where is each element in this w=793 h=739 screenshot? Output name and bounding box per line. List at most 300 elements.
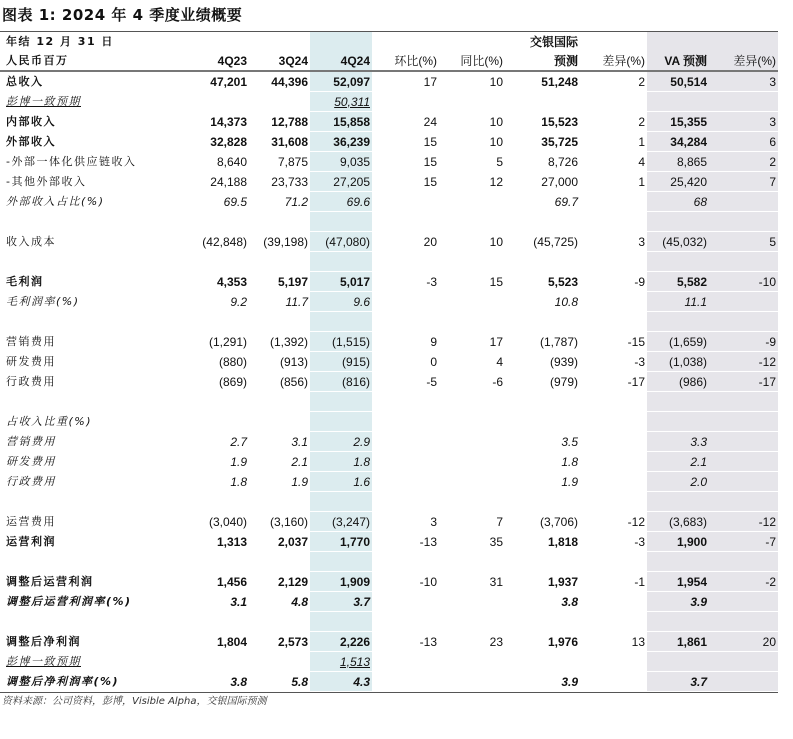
table-cell: 31,608 bbox=[249, 132, 310, 152]
table-cell bbox=[709, 452, 778, 472]
table-cell: 68 bbox=[647, 192, 709, 212]
table-cell bbox=[580, 432, 647, 452]
table-cell bbox=[439, 552, 505, 572]
table-cell: 15,523 bbox=[505, 112, 580, 132]
table-cell: 2.9 bbox=[310, 432, 372, 452]
table-cell bbox=[190, 252, 249, 272]
table-cell bbox=[647, 552, 709, 572]
table-cell bbox=[439, 252, 505, 272]
table-cell bbox=[709, 672, 778, 692]
table-cell: 17 bbox=[372, 71, 439, 92]
table-cell bbox=[439, 92, 505, 112]
table-cell bbox=[709, 192, 778, 212]
row-label: 毛利润率(%) bbox=[0, 292, 190, 312]
table-cell: 2 bbox=[709, 152, 778, 172]
table-cell: 3.1 bbox=[249, 432, 310, 452]
table-cell: 1,937 bbox=[505, 572, 580, 592]
table-cell bbox=[372, 652, 439, 672]
row-label bbox=[0, 492, 190, 512]
table-cell: 1,976 bbox=[505, 632, 580, 652]
table-cell: (45,725) bbox=[505, 232, 580, 252]
table-cell bbox=[249, 252, 310, 272]
table-row bbox=[0, 432, 778, 452]
row-label: 营销费用 bbox=[0, 432, 190, 452]
table-cell: 44,396 bbox=[249, 71, 310, 92]
row-label: -其他外部收入 bbox=[0, 172, 190, 192]
table-cell bbox=[647, 312, 709, 332]
table-cell: 13 bbox=[580, 632, 647, 652]
table-cell bbox=[372, 412, 439, 432]
table-cell bbox=[505, 412, 580, 432]
row-label: 研发费用 bbox=[0, 452, 190, 472]
table-cell: 8,726 bbox=[505, 152, 580, 172]
table-cell: 1.8 bbox=[310, 452, 372, 472]
table-cell bbox=[580, 652, 647, 672]
table-cell: (42,848) bbox=[190, 232, 249, 252]
table-cell bbox=[580, 472, 647, 492]
table-cell bbox=[372, 592, 439, 612]
table-cell: -10 bbox=[709, 272, 778, 292]
table-cell: 8,640 bbox=[190, 152, 249, 172]
table-cell bbox=[190, 412, 249, 432]
table-cell: 3.8 bbox=[190, 672, 249, 692]
table-cell: 1.9 bbox=[190, 452, 249, 472]
table-cell: 8,865 bbox=[647, 152, 709, 172]
table-row bbox=[0, 352, 778, 372]
spacer-row bbox=[0, 552, 778, 572]
table-cell: 7 bbox=[709, 172, 778, 192]
table-cell bbox=[505, 392, 580, 412]
table-cell bbox=[439, 592, 505, 612]
table-cell bbox=[190, 392, 249, 412]
table-cell: (869) bbox=[190, 372, 249, 392]
table-cell bbox=[372, 292, 439, 312]
table-cell bbox=[372, 552, 439, 572]
table-cell: 1,313 bbox=[190, 532, 249, 552]
table-cell bbox=[439, 212, 505, 232]
table-cell: 4.8 bbox=[249, 592, 310, 612]
table-cell: 3.7 bbox=[310, 592, 372, 612]
table-cell bbox=[709, 592, 778, 612]
table-cell: 4.3 bbox=[310, 672, 372, 692]
table-cell: -9 bbox=[709, 332, 778, 352]
table-cell: (913) bbox=[249, 352, 310, 372]
table-cell bbox=[249, 612, 310, 632]
table-cell: -5 bbox=[372, 372, 439, 392]
table-cell: 2,573 bbox=[249, 632, 310, 652]
row-label bbox=[0, 312, 190, 332]
table-row bbox=[0, 232, 778, 252]
table-cell: 47,201 bbox=[190, 71, 249, 92]
table-cell: 1,770 bbox=[310, 532, 372, 552]
table-cell: 20 bbox=[372, 232, 439, 252]
table-cell bbox=[310, 492, 372, 512]
table-cell bbox=[372, 92, 439, 112]
column-header: 预测 bbox=[505, 51, 580, 71]
table-cell bbox=[709, 252, 778, 272]
column-header: 同比(%) bbox=[439, 51, 505, 71]
header-label: 人民币百万 bbox=[0, 51, 190, 71]
column-header: 交银国际 bbox=[529, 34, 578, 49]
table-cell: 4 bbox=[439, 352, 505, 372]
table-cell bbox=[439, 192, 505, 212]
table-cell bbox=[647, 612, 709, 632]
table-cell: 5,523 bbox=[505, 272, 580, 292]
table-cell bbox=[439, 472, 505, 492]
table-cell bbox=[709, 472, 778, 492]
table-cell: 24 bbox=[372, 112, 439, 132]
table-cell: 24,188 bbox=[190, 172, 249, 192]
table-cell bbox=[372, 252, 439, 272]
table-cell bbox=[190, 492, 249, 512]
table-cell: 3.1 bbox=[190, 592, 249, 612]
table-cell: 31 bbox=[439, 572, 505, 592]
table-cell bbox=[647, 492, 709, 512]
row-label: 外部收入占比(%) bbox=[0, 192, 190, 212]
row-label: 彭博一致预期 bbox=[0, 652, 190, 672]
table-cell: 3.3 bbox=[647, 432, 709, 452]
table-cell bbox=[372, 492, 439, 512]
table-cell: (986) bbox=[647, 372, 709, 392]
column-header: 差异(%) bbox=[709, 51, 778, 71]
table-cell bbox=[439, 492, 505, 512]
column-header: 环比(%) bbox=[372, 51, 439, 71]
table-cell bbox=[580, 192, 647, 212]
table-cell: 2,037 bbox=[249, 532, 310, 552]
table-cell bbox=[647, 92, 709, 112]
table-cell: 3 bbox=[709, 112, 778, 132]
table-cell bbox=[647, 212, 709, 232]
table-cell: 69.5 bbox=[190, 192, 249, 212]
table-cell: 2.1 bbox=[647, 452, 709, 472]
table-cell bbox=[709, 652, 778, 672]
row-label bbox=[0, 252, 190, 272]
table-cell bbox=[310, 612, 372, 632]
spacer-row bbox=[0, 212, 778, 232]
table-cell: -15 bbox=[580, 332, 647, 352]
table-cell bbox=[310, 312, 372, 332]
table-cell: 15,355 bbox=[647, 112, 709, 132]
column-header: 4Q23 bbox=[190, 51, 249, 71]
table-cell: (1,787) bbox=[505, 332, 580, 352]
table-cell bbox=[709, 412, 778, 432]
table-cell: 50,514 bbox=[647, 71, 709, 92]
table-cell bbox=[372, 612, 439, 632]
table-cell: 20 bbox=[709, 632, 778, 652]
column-header bbox=[709, 32, 778, 52]
table-cell: 10 bbox=[439, 112, 505, 132]
table-cell bbox=[310, 212, 372, 232]
table-cell: 3.7 bbox=[647, 672, 709, 692]
table-cell: 5,197 bbox=[249, 272, 310, 292]
table-cell: 9 bbox=[372, 332, 439, 352]
table-cell: 7 bbox=[439, 512, 505, 532]
table-cell bbox=[439, 292, 505, 312]
table-cell: 1 bbox=[580, 172, 647, 192]
table-cell bbox=[372, 312, 439, 332]
table-cell: -17 bbox=[580, 372, 647, 392]
table-cell bbox=[372, 192, 439, 212]
table-cell: (915) bbox=[310, 352, 372, 372]
table-cell: 15 bbox=[439, 272, 505, 292]
table-cell: 71.2 bbox=[249, 192, 310, 212]
table-cell bbox=[709, 292, 778, 312]
table-cell: -12 bbox=[580, 512, 647, 532]
table-cell: 3.8 bbox=[505, 592, 580, 612]
table-cell: 17 bbox=[439, 332, 505, 352]
table-cell: 1,804 bbox=[190, 632, 249, 652]
table-cell: 4,353 bbox=[190, 272, 249, 292]
table-cell bbox=[505, 92, 580, 112]
table-row bbox=[0, 652, 778, 672]
table-cell bbox=[249, 212, 310, 232]
row-label: 研发费用 bbox=[0, 352, 190, 372]
table-cell: 69.6 bbox=[310, 192, 372, 212]
table-cell bbox=[505, 252, 580, 272]
table-row bbox=[0, 632, 778, 652]
table-cell: -12 bbox=[709, 352, 778, 372]
table-cell: 51,248 bbox=[505, 71, 580, 92]
table-row bbox=[0, 272, 778, 292]
table-cell: 10 bbox=[439, 71, 505, 92]
table-cell: 50,311 bbox=[310, 92, 372, 112]
row-label: 营销费用 bbox=[0, 332, 190, 352]
table-cell: 6 bbox=[709, 132, 778, 152]
table-cell bbox=[190, 92, 249, 112]
table-cell bbox=[580, 392, 647, 412]
table-cell: -1 bbox=[580, 572, 647, 592]
table-cell: 11.1 bbox=[647, 292, 709, 312]
row-label: 行政费用 bbox=[0, 472, 190, 492]
table-cell: 3 bbox=[372, 512, 439, 532]
column-header bbox=[647, 32, 709, 52]
table-cell: (1,515) bbox=[310, 332, 372, 352]
table-cell: 1,954 bbox=[647, 572, 709, 592]
column-header: 3Q24 bbox=[249, 51, 310, 71]
table-cell: 9.2 bbox=[190, 292, 249, 312]
table-cell bbox=[439, 412, 505, 432]
table-cell: 5,582 bbox=[647, 272, 709, 292]
header-row bbox=[0, 32, 778, 52]
table-cell bbox=[580, 312, 647, 332]
column-header bbox=[372, 32, 439, 52]
table-cell bbox=[709, 212, 778, 232]
row-label: -外部一体化供应链收入 bbox=[0, 152, 190, 172]
table-cell bbox=[310, 412, 372, 432]
row-label: 内部收入 bbox=[0, 112, 190, 132]
table-cell bbox=[580, 672, 647, 692]
table-cell: 3 bbox=[580, 232, 647, 252]
row-label: 占收入比重(%) bbox=[0, 412, 190, 432]
table-cell: -7 bbox=[709, 532, 778, 552]
row-label: 调整后净利润率(%) bbox=[0, 672, 190, 692]
table-cell: 15,858 bbox=[310, 112, 372, 132]
table-cell: 2 bbox=[580, 71, 647, 92]
table-cell: 10 bbox=[439, 132, 505, 152]
table-cell: 1,456 bbox=[190, 572, 249, 592]
column-header bbox=[439, 32, 505, 52]
table-cell bbox=[580, 412, 647, 432]
table-cell bbox=[580, 452, 647, 472]
table-cell: -3 bbox=[580, 352, 647, 372]
table-cell: 35 bbox=[439, 532, 505, 552]
table-cell: -10 bbox=[372, 572, 439, 592]
row-label: 运营费用 bbox=[0, 512, 190, 532]
table-cell bbox=[580, 552, 647, 572]
table-cell bbox=[249, 312, 310, 332]
table-cell bbox=[439, 672, 505, 692]
table-cell bbox=[372, 212, 439, 232]
results-table bbox=[0, 31, 778, 692]
table-cell bbox=[580, 592, 647, 612]
table-cell bbox=[190, 212, 249, 232]
table-row bbox=[0, 132, 778, 152]
column-header: VA 预测 bbox=[647, 51, 709, 71]
table-cell: 2,226 bbox=[310, 632, 372, 652]
table-cell: 5.8 bbox=[249, 672, 310, 692]
spacer-row bbox=[0, 612, 778, 632]
table-cell: 15 bbox=[372, 152, 439, 172]
table-row bbox=[0, 532, 778, 552]
table-cell: 3.9 bbox=[505, 672, 580, 692]
spacer-row bbox=[0, 252, 778, 272]
table-cell bbox=[372, 392, 439, 412]
row-label: 调整后净利润 bbox=[0, 632, 190, 652]
table-cell bbox=[439, 312, 505, 332]
table-cell bbox=[190, 552, 249, 572]
table-cell: (3,247) bbox=[310, 512, 372, 532]
table-cell: (39,198) bbox=[249, 232, 310, 252]
column-header bbox=[310, 32, 372, 52]
spacer-row bbox=[0, 392, 778, 412]
column-header bbox=[580, 32, 647, 52]
table-row bbox=[0, 412, 778, 432]
table-cell: -3 bbox=[372, 272, 439, 292]
table-cell bbox=[709, 312, 778, 332]
table-cell bbox=[580, 612, 647, 632]
table-cell bbox=[580, 212, 647, 232]
table-cell: 1 bbox=[580, 132, 647, 152]
table-cell: 0 bbox=[372, 352, 439, 372]
table-cell bbox=[709, 552, 778, 572]
header-row bbox=[0, 51, 778, 71]
table-cell bbox=[580, 292, 647, 312]
row-label: 外部收入 bbox=[0, 132, 190, 152]
table-cell: 12,788 bbox=[249, 112, 310, 132]
table-cell: (45,032) bbox=[647, 232, 709, 252]
table-cell bbox=[439, 432, 505, 452]
table-cell: (880) bbox=[190, 352, 249, 372]
table-cell: 23,733 bbox=[249, 172, 310, 192]
row-label: 运营利润 bbox=[0, 532, 190, 552]
table-cell bbox=[372, 672, 439, 692]
row-label: 彭博一致预期 bbox=[0, 92, 190, 112]
table-cell: 5,017 bbox=[310, 272, 372, 292]
table-cell bbox=[709, 392, 778, 412]
table-row bbox=[0, 172, 778, 192]
table-cell bbox=[439, 652, 505, 672]
table-row bbox=[0, 592, 778, 612]
source-note: 资料来源：公司资料，彭博，Visible Alpha，交银国际预测 bbox=[0, 692, 778, 709]
table-cell: 1,513 bbox=[310, 652, 372, 672]
table-cell: (816) bbox=[310, 372, 372, 392]
table-row bbox=[0, 152, 778, 172]
table-cell bbox=[647, 652, 709, 672]
table-cell: 32,828 bbox=[190, 132, 249, 152]
table-cell bbox=[372, 452, 439, 472]
table-cell bbox=[439, 612, 505, 632]
table-cell bbox=[190, 652, 249, 672]
table-cell: -13 bbox=[372, 632, 439, 652]
table-cell: 2.7 bbox=[190, 432, 249, 452]
table-row bbox=[0, 112, 778, 132]
table-cell: 27,205 bbox=[310, 172, 372, 192]
table-cell bbox=[249, 412, 310, 432]
table-cell: 27,000 bbox=[505, 172, 580, 192]
table-cell: -3 bbox=[580, 532, 647, 552]
table-cell: 10 bbox=[439, 232, 505, 252]
row-label bbox=[0, 212, 190, 232]
table-cell bbox=[505, 552, 580, 572]
table-cell: (3,706) bbox=[505, 512, 580, 532]
table-cell: (47,080) bbox=[310, 232, 372, 252]
table-cell bbox=[505, 312, 580, 332]
table-cell: -17 bbox=[709, 372, 778, 392]
column-header: 4Q24 bbox=[310, 51, 372, 71]
table-cell: 11.7 bbox=[249, 292, 310, 312]
table-cell: (1,038) bbox=[647, 352, 709, 372]
table-cell bbox=[372, 432, 439, 452]
spacer-row bbox=[0, 492, 778, 512]
table-cell: 25,420 bbox=[647, 172, 709, 192]
table-cell: 3.5 bbox=[505, 432, 580, 452]
table-cell: 5 bbox=[709, 232, 778, 252]
table-cell: 14,373 bbox=[190, 112, 249, 132]
table-cell: (1,392) bbox=[249, 332, 310, 352]
table-cell bbox=[249, 652, 310, 672]
table-row bbox=[0, 92, 778, 112]
table-cell bbox=[709, 612, 778, 632]
header-label: 年结 12 月 31 日 bbox=[6, 34, 114, 48]
table-cell bbox=[647, 392, 709, 412]
table-cell bbox=[249, 92, 310, 112]
row-label bbox=[0, 392, 190, 412]
table-cell: (3,683) bbox=[647, 512, 709, 532]
table-cell: 2 bbox=[580, 112, 647, 132]
table-cell bbox=[580, 492, 647, 512]
row-label: 收入成本 bbox=[0, 232, 190, 252]
table-cell: 3.9 bbox=[647, 592, 709, 612]
table-cell: -2 bbox=[709, 572, 778, 592]
table-cell bbox=[190, 612, 249, 632]
table-cell bbox=[580, 92, 647, 112]
table-cell: 2.0 bbox=[647, 472, 709, 492]
table-cell: 10.8 bbox=[505, 292, 580, 312]
table-cell: 23 bbox=[439, 632, 505, 652]
row-label: 调整后运营利润 bbox=[0, 572, 190, 592]
table-row bbox=[0, 452, 778, 472]
table-cell: (979) bbox=[505, 372, 580, 392]
row-label bbox=[0, 612, 190, 632]
row-label: 调整后运营利润率(%) bbox=[0, 592, 190, 612]
table-cell: 2,129 bbox=[249, 572, 310, 592]
table-cell: -12 bbox=[709, 512, 778, 532]
table-row bbox=[0, 472, 778, 492]
table-cell: 1.8 bbox=[190, 472, 249, 492]
table-cell bbox=[580, 252, 647, 272]
table-cell: 1.9 bbox=[505, 472, 580, 492]
table-cell bbox=[249, 392, 310, 412]
